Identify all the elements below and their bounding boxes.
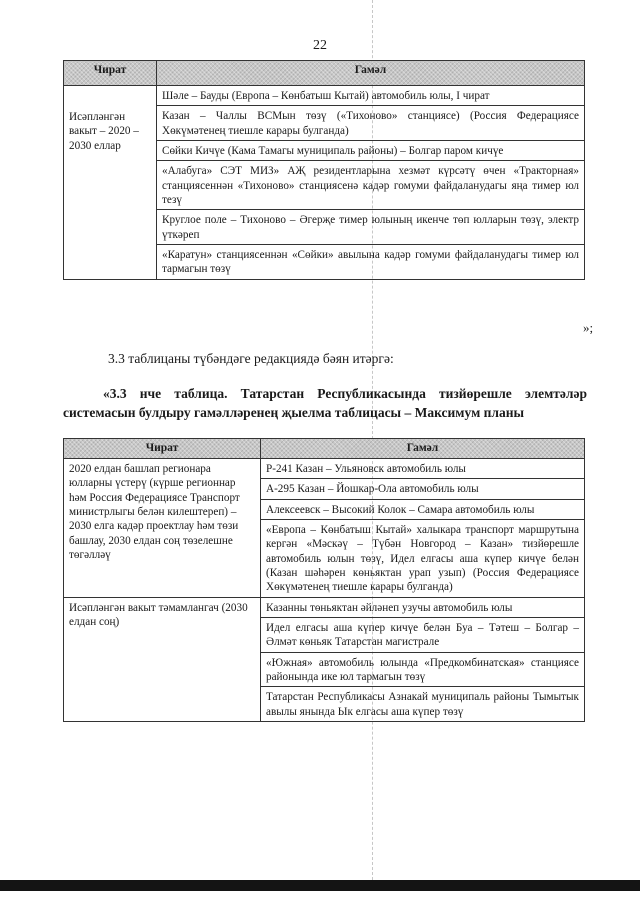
- action-cell: Шәле – Бауды (Европа – Көнбатыш Кытай) автомобиль юлы, I чират: [157, 86, 585, 106]
- action-cell: Татарстан Республикасы Азнакай муниципаль районы Тымытык авылы янында Ык елгасы аша күпер төзү: [261, 687, 585, 722]
- action-cell: А-295 Казан – Йошкар-Ола автомобиль юлы: [261, 479, 585, 499]
- action-cell: Казанны төньяктан әйләнеп узучы автомобиль юлы: [261, 597, 585, 617]
- action-cell: Казан – Чаллы ВСМын төзү («Тихоново» станциясе) (Россия Федерациясе Хөкүмәтенең тиешле карары булганда): [157, 106, 585, 141]
- table-header-row: [64, 439, 585, 459]
- action-cell: Алексеевск – Высокий Колок – Самара автомобиль юлы: [261, 499, 585, 519]
- column-header-action: Гамәл: [261, 439, 585, 459]
- column-header-period: Чират: [64, 439, 261, 459]
- action-cell: «Европа – Көнбатыш Кытай» халыкара транспорт маршрутына кергән «Мәскәү – Түбән Новгород – Казан» тизйөрешле автомобиль юлын төзү, Идел елгасы аша күпер кичүе белән (Казан шәһәрен көньяктан урап узып) (Россия Федерациясе Хөкүмәтенең тиешле карары булганда): [261, 519, 585, 597]
- closing-quote: »;: [583, 320, 594, 335]
- action-cell: «Южная» автомобиль юлында «Предкомбинатская» станциясе районында ике юл тармагын төзү: [261, 652, 585, 687]
- scan-bottom-border: [0, 880, 640, 891]
- action-cell: Идел елгасы аша күпер кичүе белән Буа – Тәтеш – Болгар – Әлмәт көньяк Татарстан магистрале: [261, 617, 585, 652]
- table-header-row: [64, 61, 585, 86]
- table-row: [64, 86, 585, 106]
- action-cell: Сөйки Кичүе (Кама Тамагы муниципаль районы) – Болгар паром кичүе: [157, 140, 585, 160]
- table-title: «3.3 нче таблица. Татарстан Республикасында тизйөрешле элемтәләр системасын булдыру гамәлләренең җыелма таблицасы – Максимум планы: [63, 386, 587, 421]
- column-header-action: Гамәл: [157, 61, 585, 86]
- action-cell: Круглое поле – Тихоново – Әгерҗе тимер юлының икенче төп юлларын төзү, электр үткәреп: [157, 210, 585, 245]
- amendment-instruction: 3.3 таблицаны түбәндәге редакциядә бәян итәргә:: [108, 351, 394, 366]
- period-cell: 2020 елдан башлап регионара юлларны үстерү (күрше регионнар һәм Россия Федерациясе Транспорт министрлыгы белән килештереп) – 2030 елга кадәр проектлау һәм төзи башлау, 2030 елдан соң төзелешне төгәлләү: [64, 459, 261, 598]
- action-cell: «Каратун» станциясеннән «Сөйки» авылына кадәр гомуми файдаланудагы тимер юл тармагын төзү: [157, 244, 585, 279]
- maximum-plan-table: [63, 438, 585, 722]
- column-header-period: Чират: [64, 61, 157, 86]
- action-cell: «Алабуга» СЭТ МИЗ» АҖ резидентларына хезмәт күрсәтү өчен «Тракторная» станциясеннән «Тихоново» станциясенә кадәр гомуми файдаланудагы яңа тимер юл тезү: [157, 161, 585, 210]
- action-cell: Р-241 Казан – Ульяновск автомобиль юлы: [261, 459, 585, 479]
- table-row: [64, 597, 585, 617]
- priority-table-continued: [63, 60, 585, 280]
- page-number: 22: [313, 38, 327, 53]
- period-cell: Исәпләнгән вакыт – 2020 – 2030 еллар: [64, 86, 157, 280]
- period-cell: Исәпләнгән вакыт тәмамлангач (2030 елдан соң): [64, 597, 261, 721]
- table-row: [64, 459, 585, 479]
